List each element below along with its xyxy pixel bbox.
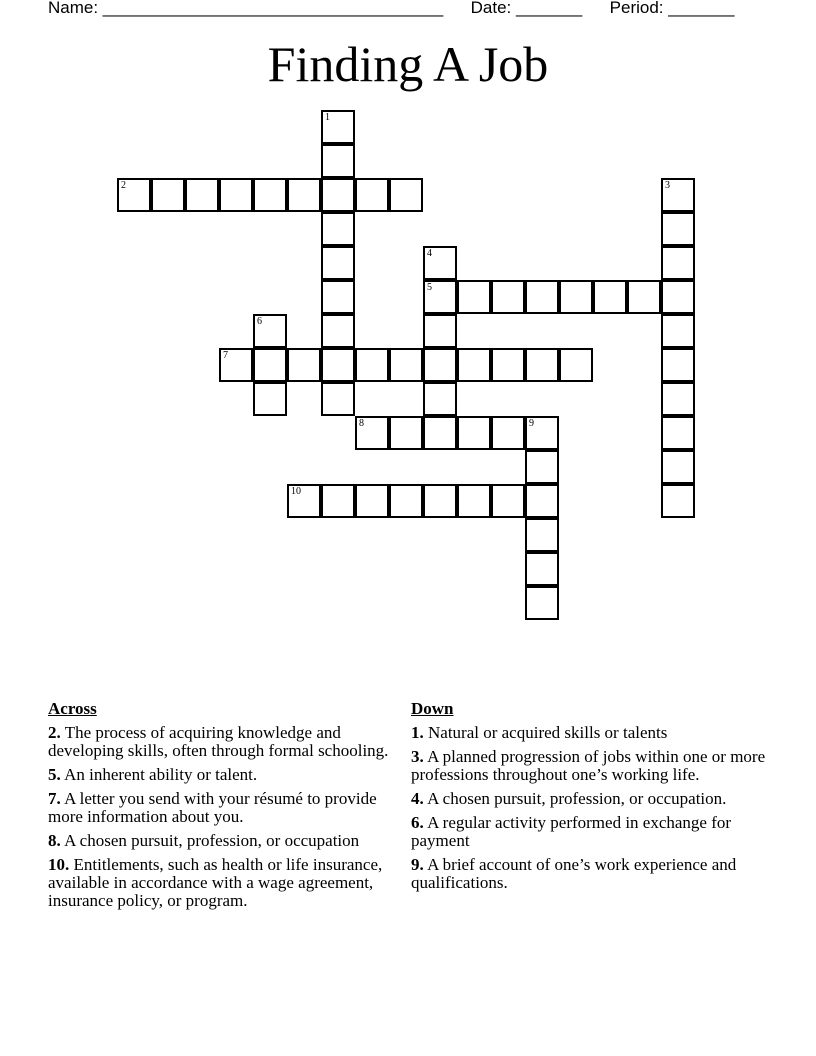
grid-cell[interactable] xyxy=(321,144,355,178)
grid-cell[interactable] xyxy=(661,212,695,246)
grid-cell[interactable] xyxy=(389,348,423,382)
grid-cell[interactable] xyxy=(321,110,355,144)
grid-cell[interactable] xyxy=(355,484,389,518)
clue-number-label: 7 xyxy=(223,350,228,361)
grid-cell[interactable] xyxy=(355,416,389,450)
clue-number-label: 9 xyxy=(529,418,534,429)
grid-cell[interactable] xyxy=(525,348,559,382)
grid-cell[interactable] xyxy=(525,552,559,586)
grid-cell[interactable] xyxy=(457,416,491,450)
grid-cell[interactable] xyxy=(423,484,457,518)
grid-cell[interactable] xyxy=(559,348,593,382)
grid-cell[interactable] xyxy=(423,246,457,280)
clue-text: A chosen pursuit, profession, or occupation. xyxy=(427,789,727,808)
grid-cell[interactable] xyxy=(491,280,525,314)
grid-cell[interactable] xyxy=(627,280,661,314)
grid-cell[interactable] xyxy=(287,484,321,518)
grid-cell[interactable] xyxy=(525,518,559,552)
date-field[interactable]: Date: _______ xyxy=(470,0,583,17)
grid-cell[interactable] xyxy=(287,178,321,212)
grid-cell[interactable] xyxy=(661,484,695,518)
grid-cell[interactable] xyxy=(321,246,355,280)
clue-number: 2. xyxy=(48,723,61,742)
across-clues xyxy=(48,700,403,916)
grid-cell[interactable] xyxy=(321,314,355,348)
clue-number-label: 2 xyxy=(121,180,126,191)
clue-number: 7. xyxy=(48,789,61,808)
clue-number: 3. xyxy=(411,747,424,766)
clue-across-7 xyxy=(48,790,403,826)
grid-cell[interactable] xyxy=(423,348,457,382)
across-heading: Across xyxy=(48,699,97,718)
grid-cell[interactable] xyxy=(321,382,355,416)
grid-cell[interactable] xyxy=(253,178,287,212)
clue-number-label: 1 xyxy=(325,112,330,123)
grid-cell[interactable] xyxy=(389,178,423,212)
grid-cell[interactable] xyxy=(491,484,525,518)
clue-text: A planned progression of jobs within one or more professions throughout one’s working life. xyxy=(411,747,766,784)
down-heading: Down xyxy=(411,699,454,718)
grid-cell[interactable] xyxy=(661,382,695,416)
clue-number: 9. xyxy=(411,855,424,874)
grid-cell[interactable] xyxy=(457,280,491,314)
grid-cell[interactable] xyxy=(253,314,287,348)
grid-cell[interactable] xyxy=(253,348,287,382)
grid-cell[interactable] xyxy=(117,178,151,212)
grid-cell[interactable] xyxy=(525,484,559,518)
grid-cell[interactable] xyxy=(151,178,185,212)
clue-text: A chosen pursuit, profession, or occupation xyxy=(64,831,360,850)
grid-cell[interactable] xyxy=(355,178,389,212)
name-field[interactable]: Name: ____________________________________ xyxy=(48,0,444,17)
clue-across-2 xyxy=(48,724,403,760)
grid-cell[interactable] xyxy=(661,314,695,348)
grid-cell[interactable] xyxy=(219,178,253,212)
grid-cell[interactable] xyxy=(185,178,219,212)
clue-number-label: 4 xyxy=(427,248,432,259)
grid-cell[interactable] xyxy=(661,178,695,212)
clue-across-8 xyxy=(48,832,403,850)
grid-cell[interactable] xyxy=(559,280,593,314)
grid-cell[interactable] xyxy=(389,484,423,518)
clue-down-1 xyxy=(411,724,766,742)
grid-cell[interactable] xyxy=(457,348,491,382)
grid-cell[interactable] xyxy=(321,348,355,382)
grid-cell[interactable] xyxy=(661,280,695,314)
period-field[interactable]: Period: _______ xyxy=(609,0,735,17)
grid-cell[interactable] xyxy=(321,484,355,518)
down-clues xyxy=(411,700,766,898)
clue-text: The process of acquiring knowledge and developing skills, often through formal schooling. xyxy=(48,723,389,760)
grid-cell[interactable] xyxy=(525,416,559,450)
grid-cell[interactable] xyxy=(525,586,559,620)
grid-cell[interactable] xyxy=(219,348,253,382)
clue-number-label: 6 xyxy=(257,316,262,327)
clue-number: 1. xyxy=(411,723,424,742)
grid-cell[interactable] xyxy=(457,484,491,518)
clue-down-3 xyxy=(411,748,766,784)
grid-cell[interactable] xyxy=(321,280,355,314)
clue-number-label: 8 xyxy=(359,418,364,429)
grid-cell[interactable] xyxy=(321,178,355,212)
clue-number: 8. xyxy=(48,831,61,850)
grid-cell[interactable] xyxy=(491,348,525,382)
grid-cell[interactable] xyxy=(423,280,457,314)
grid-cell[interactable] xyxy=(355,348,389,382)
clue-number-label: 3 xyxy=(665,180,670,191)
grid-cell[interactable] xyxy=(287,348,321,382)
grid-cell[interactable] xyxy=(661,348,695,382)
clue-number-label: 5 xyxy=(427,282,432,293)
grid-cell[interactable] xyxy=(389,416,423,450)
grid-cell[interactable] xyxy=(661,450,695,484)
clue-text: A regular activity performed in exchange for payment xyxy=(411,813,732,850)
clue-text: Natural or acquired skills or talents xyxy=(428,723,668,742)
clue-number: 6. xyxy=(411,813,424,832)
clue-across-10 xyxy=(48,856,403,910)
grid-cell[interactable] xyxy=(525,450,559,484)
clue-text: Entitlements, such as health or life insurance, available in accordance with a wage agreement, insurance policy, or program. xyxy=(48,855,383,910)
grid-cell[interactable] xyxy=(661,246,695,280)
clue-number: 5. xyxy=(48,765,61,784)
grid-cell[interactable] xyxy=(321,212,355,246)
clue-text: An inherent ability or talent. xyxy=(64,765,258,784)
grid-cell[interactable] xyxy=(593,280,627,314)
clue-across-5 xyxy=(48,766,403,784)
grid-cell[interactable] xyxy=(491,416,525,450)
clue-text: A letter you send with your résumé to provide more information about you. xyxy=(48,789,377,826)
clue-number: 10. xyxy=(48,855,70,874)
clue-down-4 xyxy=(411,790,766,808)
grid-cell[interactable] xyxy=(253,382,287,416)
clue-down-6 xyxy=(411,814,766,850)
grid-cell[interactable] xyxy=(423,416,457,450)
grid-cell[interactable] xyxy=(423,382,457,416)
clue-down-9 xyxy=(411,856,766,892)
clue-text: A brief account of one’s work experience and qualifications. xyxy=(411,855,737,892)
grid-cell[interactable] xyxy=(525,280,559,314)
clue-number: 4. xyxy=(411,789,424,808)
puzzle-title: Finding A Job xyxy=(267,36,549,92)
grid-cell[interactable] xyxy=(661,416,695,450)
grid-cell[interactable] xyxy=(423,314,457,348)
clue-number-label: 10 xyxy=(291,486,301,497)
